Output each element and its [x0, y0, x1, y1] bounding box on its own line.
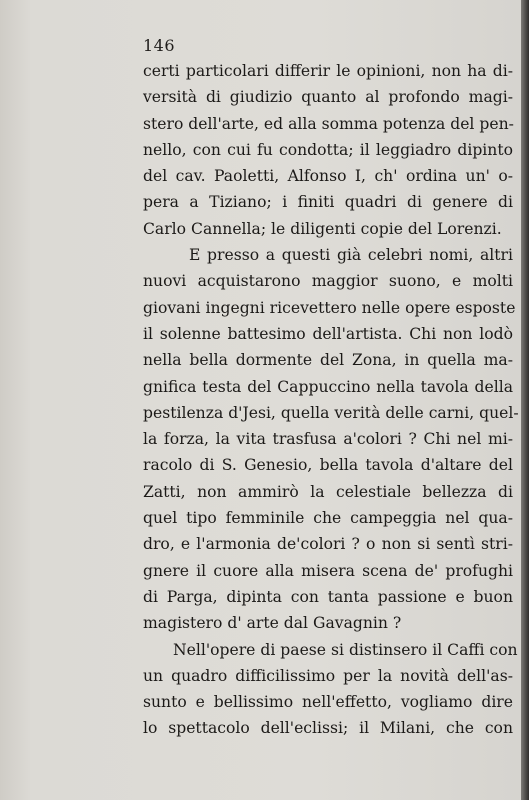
text-line: stero dell'arte, ed alla somma potenza del pen- — [143, 114, 514, 133]
text-line: la forza, la vita trasfusa a'colori ? Chi nel mi- — [143, 430, 513, 449]
text-line: nella bella dormente del Zona, in quella ma- — [143, 351, 513, 370]
page-edge-shadow — [521, 0, 529, 800]
text-line: un quadro difficilissimo per la novità dell'as- — [143, 666, 513, 685]
text-line: nello, con cui fu condotta; il leggiadro dipinto — [143, 140, 513, 159]
text-line: certi particolari differir le opinioni, non ha di- — [143, 62, 513, 80]
text-line: gnifica testa del Cappuccino nella tavola della — [143, 377, 513, 396]
text-line: versità di giudizio quanto al profondo magi- — [143, 88, 513, 107]
text-line: il solenne battesimo dell'artista. Chi non lodò — [143, 324, 513, 343]
text-line: sunto e bellissimo nell'effetto, vogliamo dire — [143, 693, 513, 712]
text-line: del cav. Paoletti, Alfonso I, ch' ordina un' o- — [143, 167, 513, 186]
text-line: giovani ingegni ricevettero nelle opere esposte — [143, 298, 516, 317]
text-line: dro, e l'armonia de'colori ? o non si sentì stri- — [143, 535, 513, 554]
text-line: lo spettacolo dell'eclissi; il Milani, che con — [143, 719, 513, 738]
text-line: di Parga, dipinta con tanta passione e buon — [143, 587, 513, 606]
text-line: pera a Tiziano; i finiti quadri di genere di — [143, 193, 513, 212]
text-line: Carlo Cannella; le diligenti copie del Lorenzi. — [143, 219, 502, 238]
page-number: 146 — [143, 36, 176, 55]
body-text — [143, 58, 519, 742]
text-line: gnere il cuore alla misera scena de' profughi — [143, 561, 513, 580]
text-line: pestilenza d'Jesi, quella verità delle carni, quel- — [143, 403, 519, 422]
text-line: E presso a questi già celebri nomi, altri — [189, 246, 513, 265]
text-line: Zatti, non ammirò la celestiale bellezza di — [143, 482, 513, 501]
text-line: Nell'opere di paese si distinsero il Caffi con — [173, 640, 518, 659]
text-line: magistero d' arte dal Gavagnin ? — [143, 614, 402, 633]
text-line: nuovi acquistarono maggior suono, e molti — [143, 272, 513, 291]
text-line: quel tipo femminile che campeggia nel qua- — [143, 509, 513, 528]
text-line: racolo di S. Genesio, bella tavola d'altare del — [143, 456, 513, 475]
